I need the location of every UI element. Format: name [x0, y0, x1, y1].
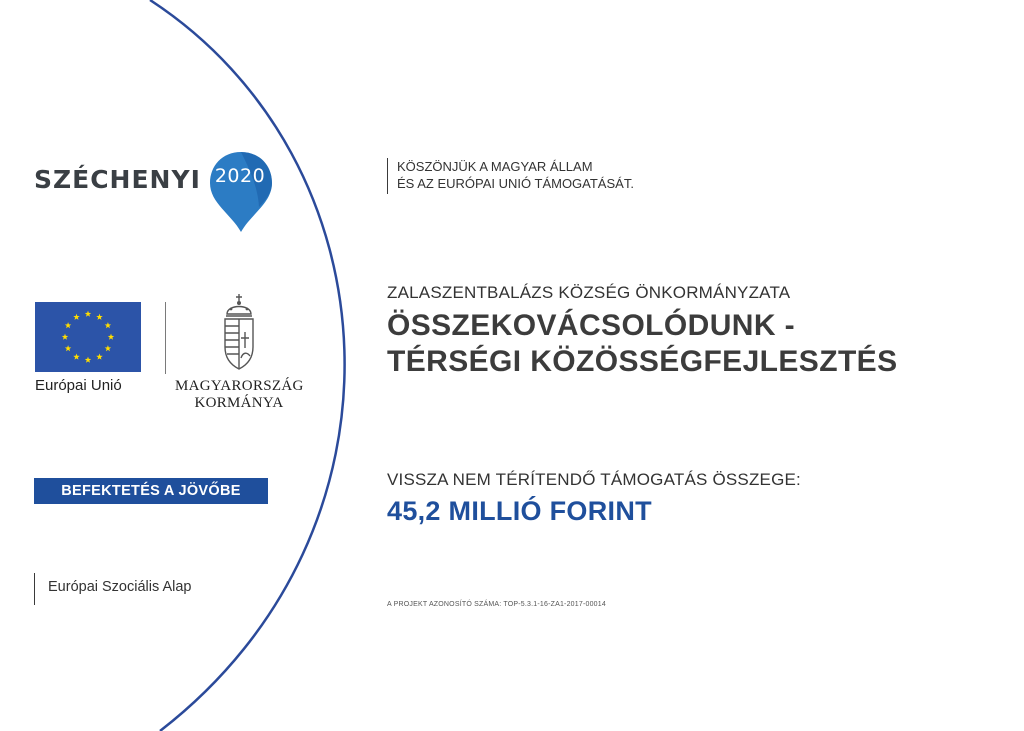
- szechenyi-wordmark: SZÉCHENYI: [34, 165, 201, 194]
- thanks-line1: KÖSZÖNJÜK A MAGYAR ÁLLAM: [397, 159, 593, 174]
- thanks-line2: ÉS AZ EURÓPAI UNIÓ TÁMOGATÁSÁT.: [397, 176, 634, 191]
- project-title: [387, 308, 897, 380]
- government-label-line2: KORMÁNYA: [194, 395, 284, 411]
- szechenyi-year: 2020: [214, 165, 266, 187]
- invest-in-future-badge: BEFEKTETÉS A JÖVŐBE: [34, 478, 268, 504]
- beneficiary-organization: ZALASZENTBALÁZS KÖZSÉG ÖNKORMÁNYZATA: [387, 283, 791, 302]
- eu-flag-icon: [35, 302, 141, 372]
- fund-label: Európai Szociális Alap: [48, 579, 192, 595]
- government-label-line1: MAGYARORSZÁG: [175, 378, 304, 394]
- hungarian-coat-of-arms-icon: [219, 292, 259, 372]
- eu-label: Európai Unió: [35, 377, 122, 394]
- project-id: A PROJEKT AZONOSÍTÓ SZÁMA: TOP-5.3.1-16-ZA1-2017-00014: [387, 601, 606, 608]
- support-amount-value: 45,2 MILLIÓ FORINT: [387, 496, 652, 526]
- location-pin-icon: [206, 148, 276, 236]
- fund-note: [34, 573, 191, 605]
- logo-divider: [165, 302, 166, 374]
- support-amount-label: VISSZA NEM TÉRÍTENDŐ TÁMOGATÁS ÖSSZEGE:: [387, 470, 801, 489]
- project-title-line1: ÖSSZEKOVÁCSOLÓDUNK -: [387, 309, 796, 342]
- thanks-note: [387, 158, 634, 194]
- project-title-line2: TÉRSÉGI KÖZÖSSÉGFEJLESZTÉS: [387, 345, 898, 378]
- government-label: [175, 378, 303, 412]
